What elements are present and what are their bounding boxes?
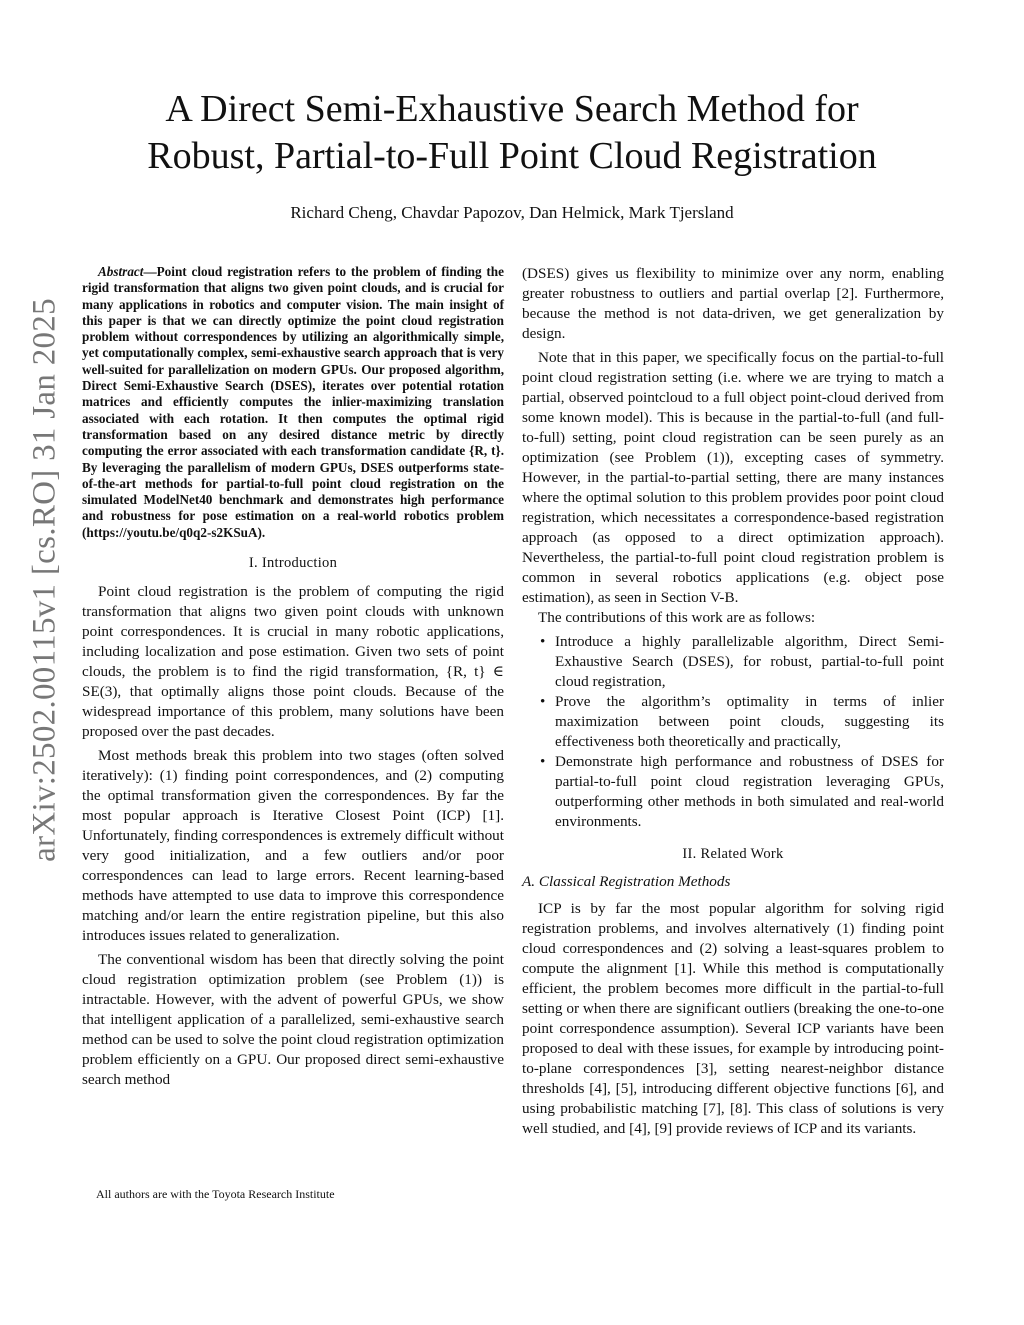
intro-paragraph-2: Most methods break this problem into two stages (often solved iteratively): (1) finding point correspondences, and (2) computing the optimal transformation given the correspondences. By far the most popular approach is Iterative Closest Point (ICP) [1]. Unfortunately, finding correspondences is extremely difficult without very good initialization, and a few outliers and/or poor correspondences can lead to large errors. Recent learning-based methods have attempted to use data to improve this correspondence matching and/or learn the entire registration pipeline, but this also introduces issues related to generalization. <box>82 747 504 945</box>
contributions-intro: The contributions of this work are as follows: <box>538 609 816 626</box>
section-heading-related-work: II. Related Work <box>682 846 784 862</box>
intro-paragraph-4: (DSES) gives us flexibility to minimize over any norm, enabling greater robustness to outliers and partial overlap [2]. Furthermore, because the method is not data-driven, we get generalization by design. <box>522 265 944 342</box>
arxiv-stamp <box>14 180 76 980</box>
abstract-lead: Abstract <box>98 264 144 279</box>
left-column <box>82 264 504 1090</box>
intro-paragraph-3: The conventional wisdom has been that directly solving the point cloud registration optimization problem (see Problem (1)) is intractable. However, with the advent of powerful GPUs, we show that intelligent application of a parallelized, semi-exhaustive search method can be used to solve the point cloud registration optimization problem efficiently on a GPU. Our proposed direct semi-exhaustive search method <box>82 951 504 1089</box>
abstract <box>82 264 504 541</box>
related-paragraph-1: ICP is by far the most popular algorithm for solving rigid registration problems, and involves alternatively (1) finding point cloud correspondences and (2) solving a least-squares problem to compute the alignment [1]. While this method is computationally efficient, the problem becomes more difficult in the partial-to-full setting or when there are significant outliers (breaking the one-to-one point correspondence assumption). Several ICP variants have been proposed to deal with these issues, for example by introducing point-to-plane correspondences [3], setting nearest-neighbor distance thresholds [4], [5], introducing different objective functions [6], and using probabilistic matching [7], [8]. This class of solutions is very well studied, and [4], [9] provide reviews of ICP and its variants. <box>522 900 944 1137</box>
abstract-dash: — <box>143 264 157 279</box>
intro-paragraph-1: Point cloud registration is the problem of computing the rigid transformation that aligns two given point clouds with unknown point correspondences. It is crucial in many robotic applications, including localization and pose estimation. Given two sets of point clouds, the problem is to find the rigid transformation, {R, t} ∈ SE(3), that optimally aligns those point clouds. Because of the widespread importance of this problem, many solutions have been proposed over the past decades. <box>82 583 504 741</box>
paper-title <box>90 86 934 180</box>
arxiv-stamp-text: arXiv:2502.00115v1 [cs.RO] 31 Jan 2025 <box>26 298 63 862</box>
contributions-list <box>522 632 944 832</box>
title-line-2: Robust, Partial-to-Full Point Cloud Registration <box>147 135 877 177</box>
author-list: Richard Cheng, Chavdar Papozov, Dan Helmick, Mark Tjersland <box>290 203 734 222</box>
abstract-text: Point cloud registration refers to the problem of finding the rigid transformation that aligns two given point clouds, and is crucial for many applications in robotics and computer vision. The main insight of this paper is that we can directly optimize the point cloud registration problem without correspondences by utilizing an algorithmically simple, yet computationally complex, semi-exhaustive search approach that is very well-suited for parallelization on modern GPUs. Our proposed algorithm, Direct Semi-Exhaustive Search (DSES), iterates over potential rotation matrices and efficiently computes the inlier-maximizing translation associated with each rotation. It then computes the optimal rigid transformation based on any desired distance metric by directly computing the error associated with each transformation candidate {R, t}. By leveraging the parallelism of modern GPUs, DSES outperforms state-of-the-art methods for partial-to-full point cloud registration on the simulated ModelNet40 benchmark and demonstrates high performance and robustness for pose estimation on a real-world robotics problem (https://youtu.be/q0q2-s2KSuA). <box>82 264 504 540</box>
section-heading-introduction: I. Introduction <box>248 555 338 572</box>
intro-paragraph-5: Note that in this paper, we specifically focus on the partial-to-full point cloud registration setting (i.e. where we are trying to match a partial, observed pointcloud to a full object point-cloud derived from some known model). This is because in the partial-to-full (and full-to-full) setting, point cloud registration can be seen purely as an optimization (see Problem (1)), excepting cases of symmetry. However, in the partial-to-partial setting, there are many instances where the optimal solution to this problem provides poor point cloud registration, which necessitates a correspondence-based registration approach (as opposed to a direct optimization approach). Nevertheless, the partial-to-full point cloud registration problem is common in several robotics applications (e.g. object pose estimation), as seen in Section V-B. <box>522 349 944 606</box>
contribution-item: • Prove the algorithm’s optimality in terms of inlier maximization between point clouds, suggesting its effectiveness both theoretically and practically, <box>522 692 944 752</box>
subsection-heading-classical: A. Classical Registration Methods <box>522 873 731 890</box>
contribution-item: • Introduce a highly parallelizable algorithm, Direct Semi-Exhaustive Search (DSES), for robust, partial-to-full point cloud registration, <box>522 632 944 692</box>
right-column <box>522 264 944 1139</box>
contribution-item: • Demonstrate high performance and robustness of DSES for partial-to-full point cloud registration leveraging GPUs, outperforming other methods in both simulated and real-world environments. <box>522 752 944 832</box>
footnote: All authors are with the Toyota Research Institute <box>96 1187 335 1201</box>
title-line-1: A Direct Semi-Exhaustive Search Method for <box>165 88 859 130</box>
